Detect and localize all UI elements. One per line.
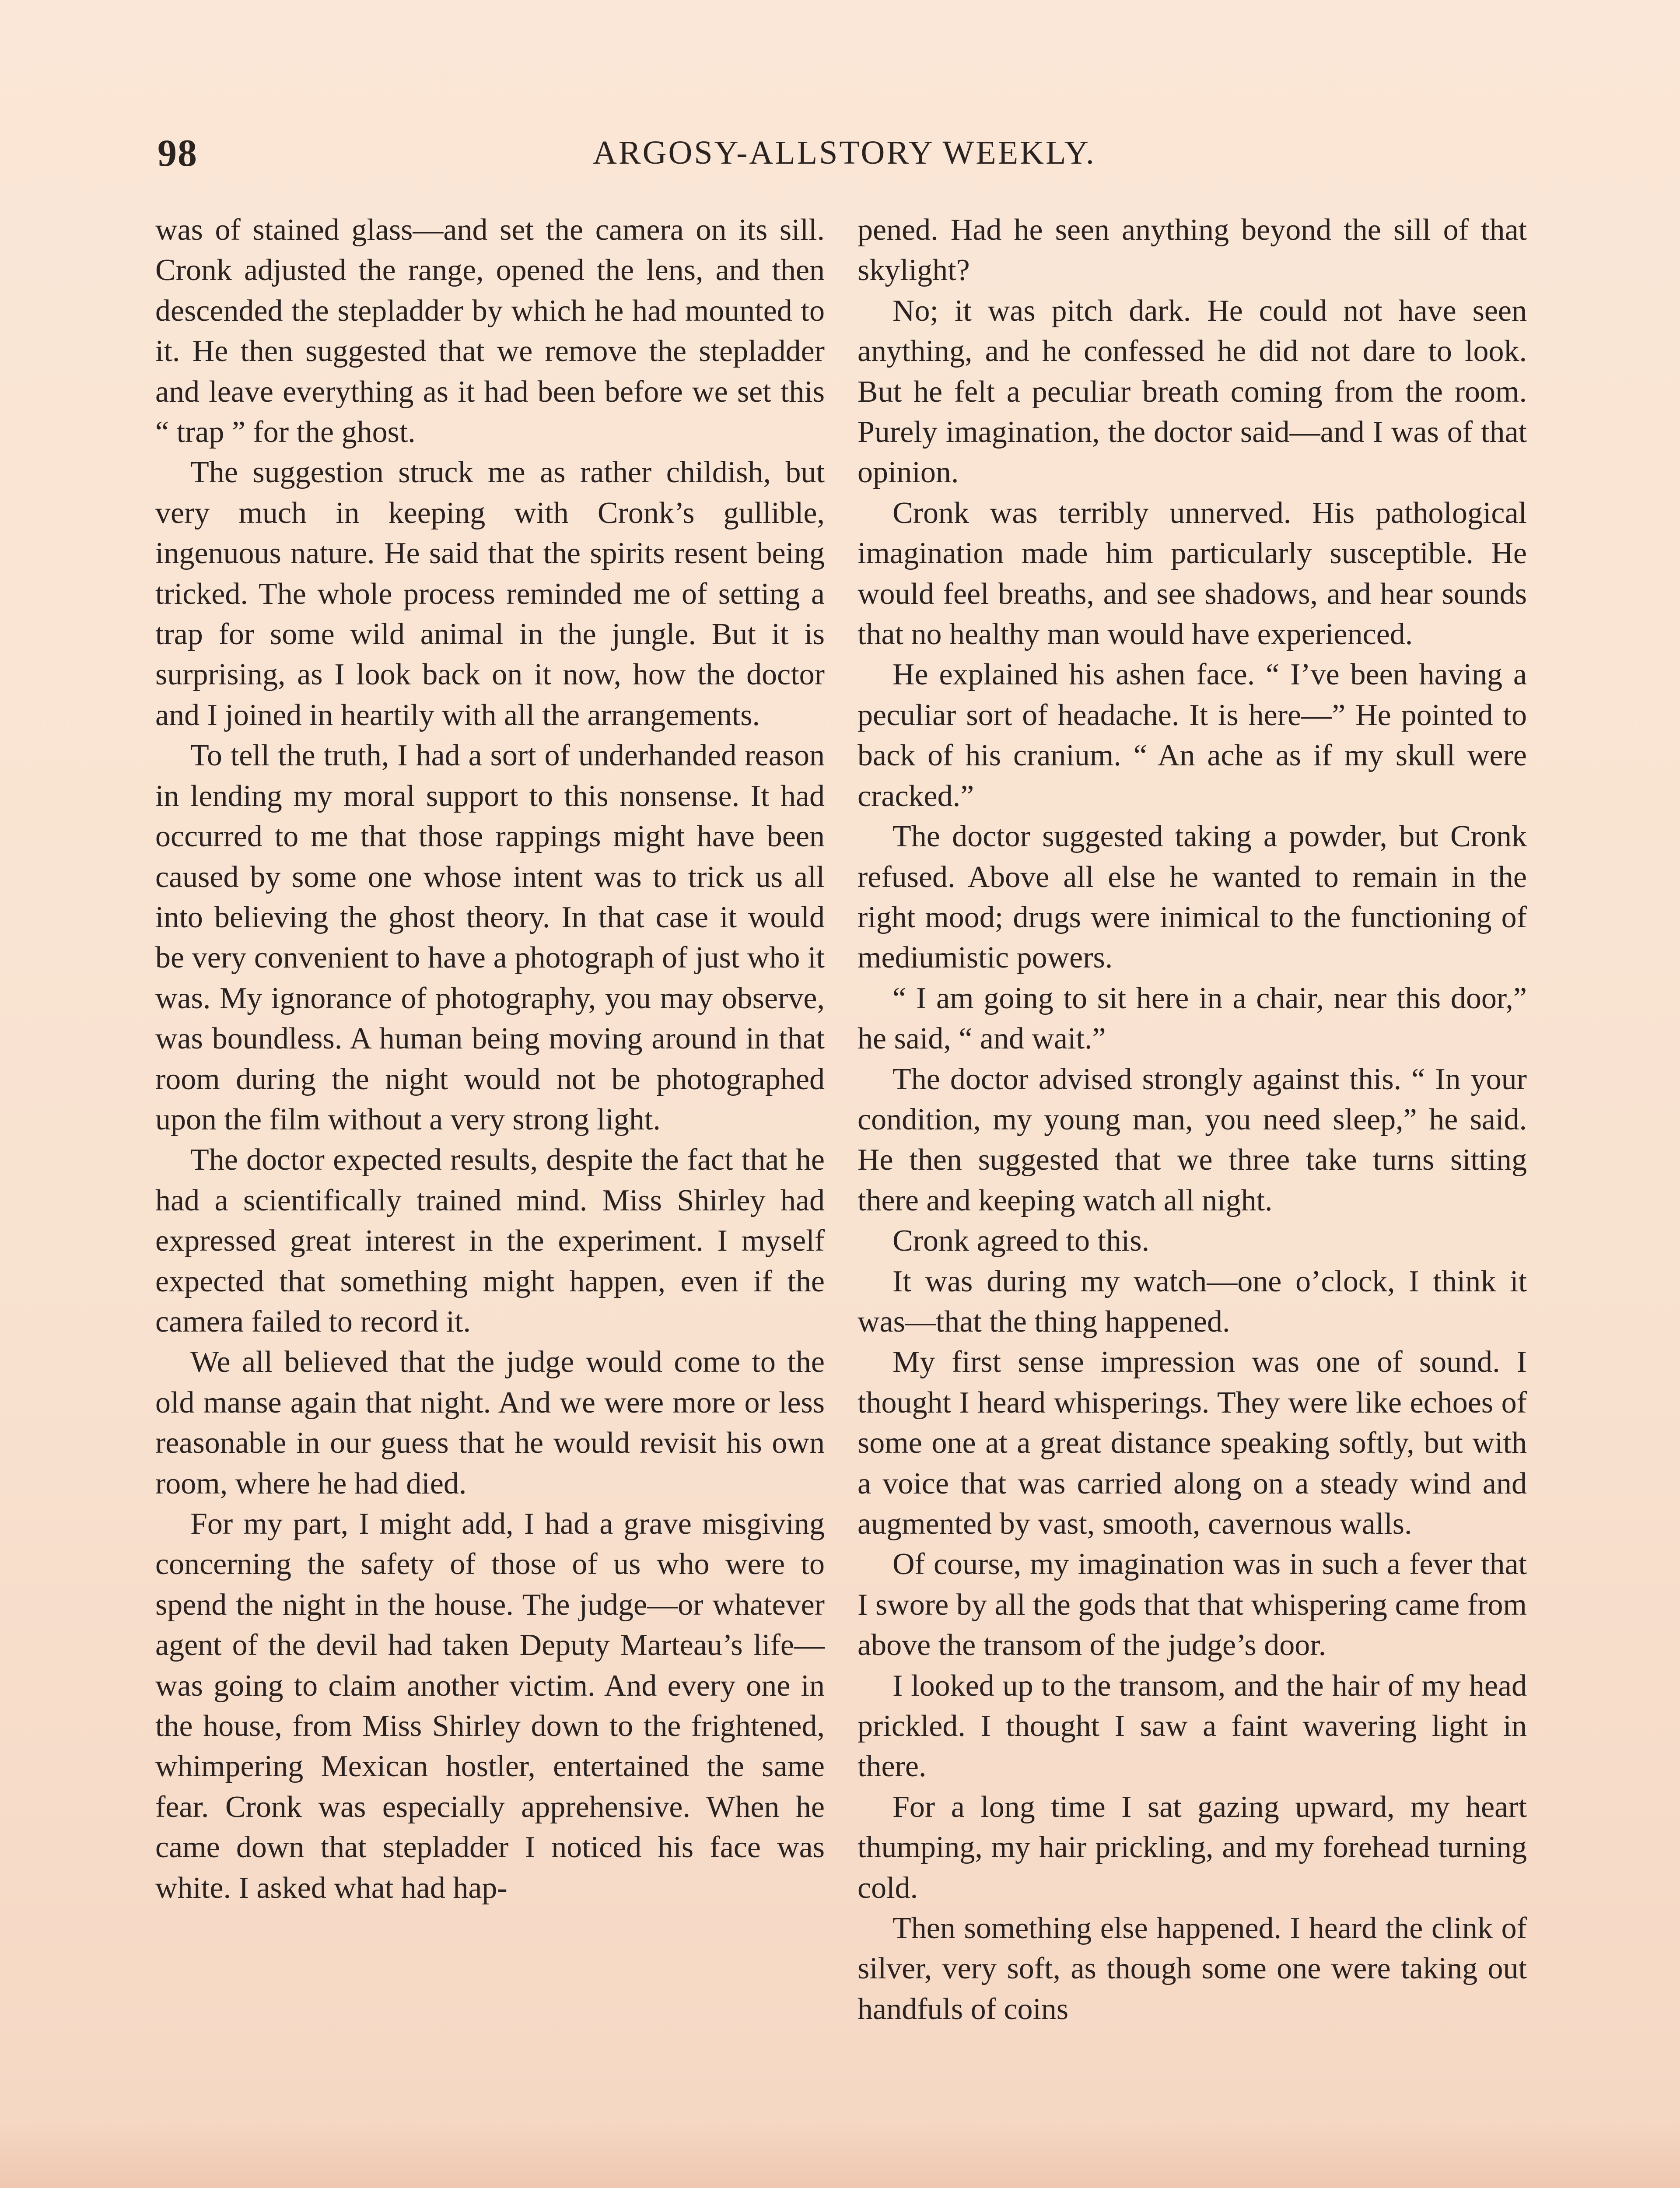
running-head: ARGOSY-ALLSTORY WEEKLY. bbox=[593, 134, 1096, 171]
paragraph: was of stained glass—and set the camera on its sill. Cronk adjusted the range, opened the lens, and then descended the stepladder by which he had mounted to it. He then suggested that we remove the stepladder and leave everything as it had been before we set this “ trap ” for the ghost. bbox=[155, 213, 825, 449]
paragraph: The doctor suggested taking a powder, but Cronk refused. Above all else he wanted to remain in the right mood; drugs were inimical to the functioning of mediumistic powers. bbox=[858, 820, 1527, 975]
page-number: 98 bbox=[158, 132, 198, 175]
left-column bbox=[155, 210, 825, 1908]
paragraph: Cronk agreed to this. bbox=[892, 1224, 1150, 1258]
paragraph: My first sense impression was one of sound. I thought I heard whisperings. They were like echoes of some one at a great distance speaking softly, but with a voice that was carried along on a steady wind and augmented by vast, smooth, cavernous walls. bbox=[858, 1345, 1527, 1541]
paragraph: Then something else happened. I heard the clink of silver, very soft, as though some one were taking out handfuls of coins bbox=[858, 1911, 1527, 2026]
paragraph: “ I am going to sit here in a chair, near this door,” he said, “ and wait.” bbox=[858, 981, 1527, 1056]
paragraph: The doctor expected results, despite the fact that he had a scientifically trained mind. Miss Shirley had expressed great interest in the experiment. I myself expected that something might happen, even if the camera failed to record it. bbox=[155, 1143, 825, 1339]
page-header bbox=[158, 131, 1531, 179]
paragraph: Cronk was terribly unnerved. His pathological imagination made him particularly susceptible. He would feel breaths, and see shadows, and hear sounds that no healthy man would have experienced. bbox=[858, 496, 1527, 652]
paragraph: The doctor advised strongly against this. “ In your condition, my young man, you need sleep,” he said. He then suggested that we three take turns sitting there and keeping watch all night. bbox=[858, 1062, 1527, 1217]
paragraph: To tell the truth, I had a sort of underhanded reason in lending my moral support to this nonsense. It had occurred to me that those rappings might have been caused by some one whose intent was to trick us all into believing the ghost theory. In that case it would be very convenient to have a photograph of just who it was. My ignorance of photography, you may observe, was boundless. A human being moving around in that room during the night would not be photographed upon the film without a very strong light. bbox=[155, 739, 825, 1136]
paragraph: pened. Had he seen anything beyond the sill of that skylight? bbox=[858, 213, 1527, 288]
right-column bbox=[858, 210, 1527, 2030]
paragraph: For my part, I might add, I had a grave misgiving concerning the safety of those of us who were to spend the night in the house. The judge—or whatever agent of the devil had taken Deputy Marteau’s life—was going to claim another victim. And every one in the house, from Miss Shirley down to the frightened, whimpering Mexican hostler, entertained the same fear. Cronk was especially apprehensive. When he came down that stepladder I noticed his face was white. I asked what had hap- bbox=[155, 1507, 825, 1905]
paragraph: He explained his ashen face. “ I’ve been having a peculiar sort of headache. It is here—” He pointed to back of his cranium. “ An ache as if my skull were cracked.” bbox=[858, 658, 1527, 813]
paragraph: Of course, my imagination was in such a fever that I swore by all the gods that that whispering came from above the transom of the judge’s door. bbox=[858, 1547, 1527, 1662]
paragraph: It was during my watch—one o’clock, I think it was—that the thing happened. bbox=[858, 1264, 1527, 1339]
paragraph: We all believed that the judge would come to the old manse again that night. And we were more or less reasonable in our guess that he would revisit his own room, where he had died. bbox=[155, 1345, 825, 1501]
paragraph: No; it was pitch dark. He could not have seen anything, and he confessed he did not dare to look. But he felt a peculiar breath coming from the room. Purely imagination, the doctor said—and I was of that opinion. bbox=[858, 294, 1527, 490]
paragraph: I looked up to the transom, and the hair of my head prickled. I thought I saw a faint wavering light in there. bbox=[858, 1669, 1527, 1784]
paragraph: For a long time I sat gazing upward, my heart thumping, my hair prickling, and my forehead turning cold. bbox=[858, 1790, 1527, 1905]
paragraph: The suggestion struck me as rather childish, but very much in keeping with Cronk’s gullible, ingenuous nature. He said that the spirits resent being tricked. The whole process reminded me of setting a trap for some wild animal in the jungle. But it is surprising, as I look back on it now, how the doctor and I joined in heartily with all the arrangements. bbox=[155, 456, 825, 732]
